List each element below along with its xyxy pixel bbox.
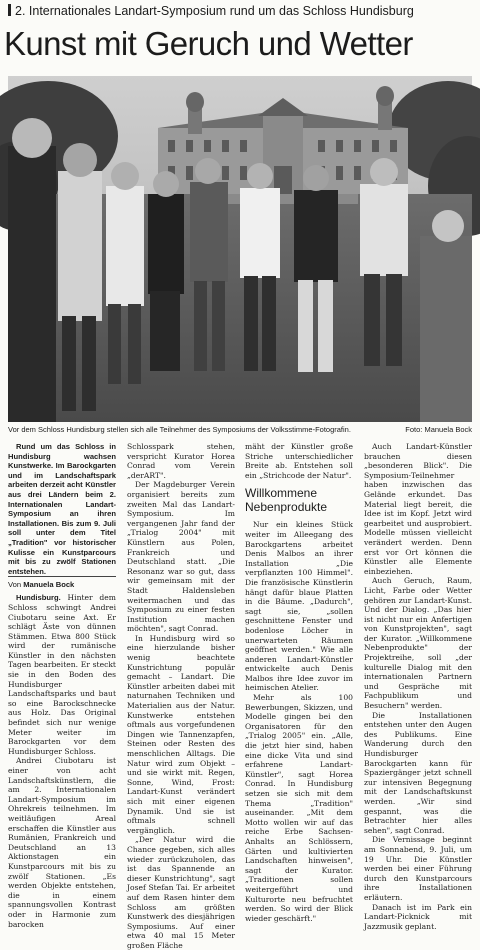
subheading: Willkommene Nebenprodukte [245,486,328,515]
kicker-text: 2. Internationales Landart-Symposium rund um das Schloss Hundisburg [15,4,414,18]
caption-text: Vor dem Schloss Hundisburg stellen sich alle Teilnehmer des Symposiums der Volksstimme-Fotografin. [8,425,351,434]
body-paragraph: Danach ist im Park ein Landart-Picknick mit Jazzmusik geplant. [364,902,472,931]
column-1 [8,442,116,929]
body-paragraph: „Der Natur wird die Chance gegeben, sich alles wieder zurückzuholen, das ist das Spannende an dieser Kunstrichtung", sagt Josef Stefan Tai. Er arbeitet auf dem Rasen hinter dem Schloss am größten Kunstwerk des diesjährigen Symposiums. Auf einer etwa 40 mal 15 Meter großen Fläche [127,835,235,950]
body-paragraph: Der Magdeburger Verein organisiert bereits zum zweiten Mal das Landart-Symposium. Im vergangenen Jahr fand der „Trialog 2004" mit Künstlern aus Polen, Frankreich und Deutschland statt. „Die Resonanz war so gut, dass wir gemeinsam mit der Stadt Haldensleben weitermachen und das Symposium zu einer festen Institution machen möchten", sagt Conrad. [127,480,235,634]
article-headline: Kunst mit Geruch und Wetter [4,25,413,62]
byline [8,576,116,590]
article-kicker [8,3,472,19]
photo-caption [8,424,472,436]
body-paragraph: Auch Landart-Künstler brauchen diesen „besonderen Blick". Die Symposium-Teilnehmer haben inzwischen das Gelände erkundet. Das Material liegt bereit, die Idee ist im Kopf. Jetzt wird gearbeitet und ausprobiert. Modelle müssen vielleicht verändert werden. Denn erst vor Ort können die Künstler alle Elemente einbeziehen. [364,442,472,576]
article-photo [8,76,472,422]
article-lead: Rund um das Schloss in Hundisburg wachsen Kunstwerke. Im Barockgarten und im Landschaftspark arbeiten derzeit acht Künstler aus drei Ländern beim 2. Internationalen Landart-Symposium an ihren Installationen. Bis zum 9. Juli soll unter dem Titel „Tradition" vor historischer Kulisse ein Kunstparcours mit bis zu zwölf Stationen entstehen. [8,442,116,576]
body-text: Hinter dem Schloss schwingt Andrei Ciubotaru seine Axt. Er schlägt Äste von dünnen Stämmen. Etwa 800 Stück wird der rumänische Künstler in den nächsten Tagen bearbeiten. Er steckt sie in den Boden des Hundisburger Landschaftsparks und baut so eine Barockschnecke aus Holz. Das Original befindet sich nur wenige Meter weiter im Barockgarten vor dem Hundisburger Schloss. [8,593,116,756]
byline-author: Manuela Bock [23,580,75,590]
body-paragraph: Schlosspark stehen, verspricht Kurator Horea Conrad vom Verein „derART". [127,442,235,480]
body-paragraph: Mehr als 100 Bewerbungen, Skizzen, und Modelle gingen bei den Organisatoren für den „Trialog 2005" ein. „Alle, die jetzt hier sind, haben eine dicke Vita und sind erfahrene Landart-Künstler", sagt Horea Conrad. In Hundisburg setzen sie sich mit dem Thema „Tradition" auseinander. „Mit dem Motto wollen wir auf das reiche Erbe Sachsen-Anhalts an Schlössern, Gärten und kultivierten Landschaften hinweisen", sagt der Kurator. „Traditionen sollen weitergeführt und Kulturorte neu befruchtet werden. So wird der Blick wieder geschärft." [245,693,353,923]
photo-credit: Foto: Manuela Bock [405,425,472,434]
body-paragraph: In Hundisburg wird so eine hierzulande bisher wenig beachtete Kunstrichtung populär gemacht – Landart. Die Künstler arbeiten dabei mit naturnahen Techniken und Materialien aus der Natur. Kunstwerke entstehen oftmals aus vorgefundenen Dingen wie Tannenzapfen, Steinen oder Resten des menschlichen Alltags. Die Natur wird zum Objekt – und sie wirkt mit. Regen, Sonne, Wind, Frost: Landart-Kunst verändert sich mit einer eigenen Dynamik. Und sie ist oftmals schnell vergänglich. [127,633,235,835]
dateline: Hundisburg. [16,593,61,603]
body-paragraph: mäht der Künstler große Striche unterschiedlicher Breite ab. Entstehen soll ein „Strichcode der Natur". [245,442,353,480]
body-paragraph: Nur ein kleines Stück weiter im Alleegang des Barockgartens arbeitet Denis Malbos an ihrer Installation „Die verpflanzten 100 Himmel". Die französische Künstlerin hängt dafür blaue Platten in die Bäume. „Dadurch", sagt sie, „sollen geschnittene Fenster und bodenlose Löcher in unerwarteten Räumen geöffnet werden." Wie alle anderen Landart-Künstler entwickelte auch Denis Malbos ihre Idee zuvor im heimischen Atelier. [245,520,353,693]
byline-prefix: Von [8,580,22,590]
column-2 [127,442,235,950]
kicker-bar [8,4,11,16]
body-paragraph: Andrei Ciubotaru ist einer von acht Landschaftskünstlern, die am 2. Internationalen Landart-Symposium im Ohrekreis teilnehmen. Im weitläufigen Areal erschaffen die Künstler aus Rumänien, Frankreich und Deutschland an 13 Aktionstagen ein Kunstparcours mit bis zu zwölf Stationen. „Es werden Objekte entstehen, die in einem spannungsvollen Kontrast oder in Harmonie zum barocken [8,756,116,929]
photo-illustration [8,76,472,422]
body-paragraph: Die Installationen entstehen unter den Augen des Publikums. Eine Wanderung durch den Hundisburger Barockgarten kann für Spaziergänger jetzt schnell zur intensiven Begegnung mit der Landschaftskunst werden. „Wir sind gespannt, was die Betrachter hier alles sehen", sagt Conrad. [364,710,472,835]
body-paragraph [8,593,116,756]
column-3 [245,442,353,923]
body-paragraph: Auch Geruch, Raum, Licht, Farbe oder Wetter gehören zur Landart-Kunst. Und der Dialog. „Das hier ist nicht nur ein Anfertigen von Kunstprojekten", sagt der Kurator. „Willkommene Nebenprodukte" der Projektreihe, soll „der kulturelle Dialog mit den internationalen Partnern und Gespräche mit Fachpublikum und Besuchern" werden. [364,576,472,711]
body-paragraph: Die Vernissage beginnt am Sonnabend, 9. Juli, um 19 Uhr. Die Künstler werden bei einer Führung durch den Kunstparcours ihre Installationen erläutern. [364,835,472,902]
column-4 [364,442,472,931]
